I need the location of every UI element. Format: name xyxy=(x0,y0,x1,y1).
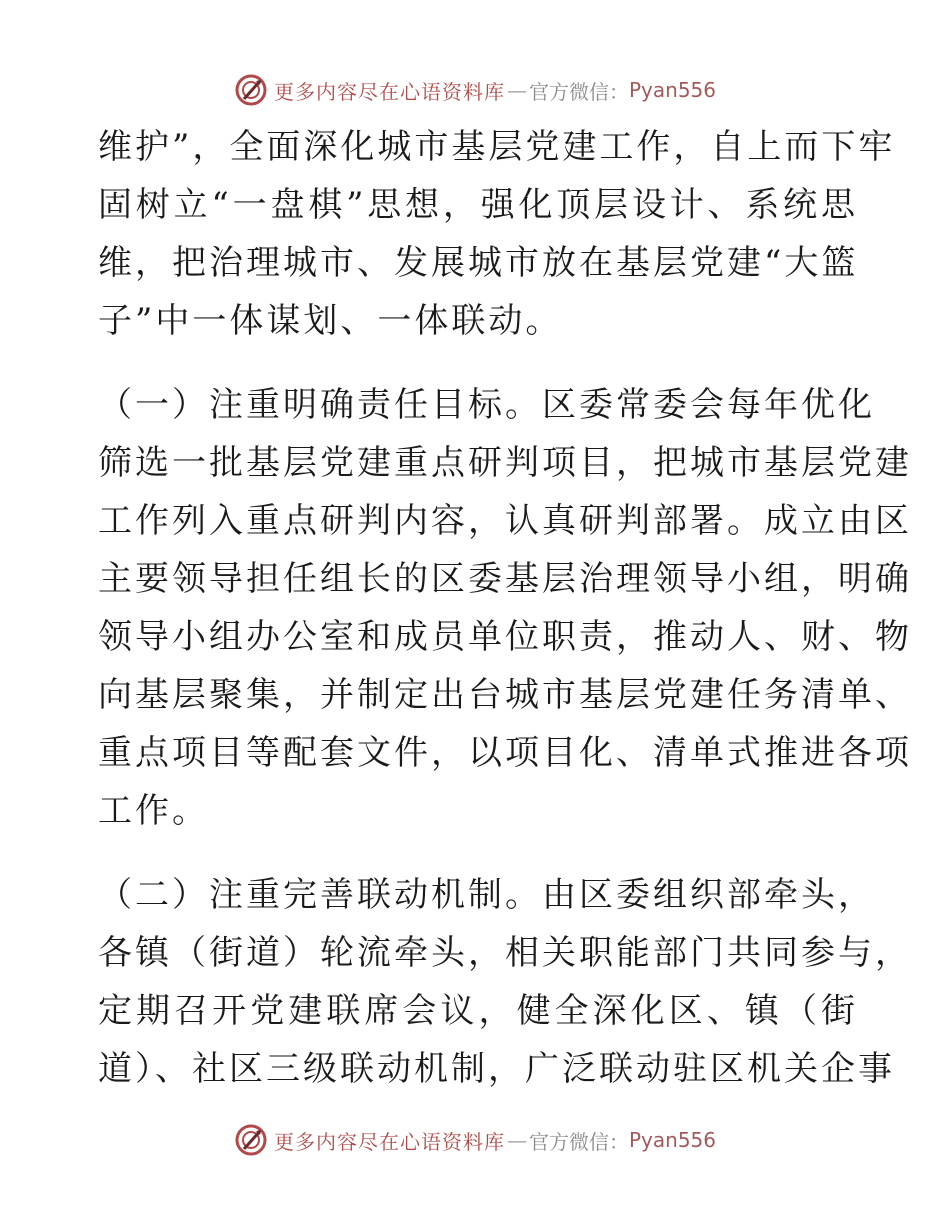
site-name: 更多内容尽在心语资料库 xyxy=(273,1129,505,1154)
wechat-label: 官方微信： xyxy=(528,1129,629,1154)
banner-separator: — xyxy=(506,1128,527,1152)
text-line: 道）、社区三级联动机制，广泛联动驻区机关企事 xyxy=(98,1049,895,1089)
text-line: 固树立“一盘棋”思想，强化顶层设计、系统思 xyxy=(98,185,858,225)
wechat-label: 官方微信： xyxy=(528,79,629,104)
text-line: 工作列入重点研判内容，认真研判部署。成立由区 xyxy=(98,501,912,541)
text-line: 主要领导担任组长的区委基层治理领导小组，明确 xyxy=(98,559,912,599)
text-line: 各镇（街道）轮流牵头，相关职能部门共同参与， xyxy=(98,933,912,973)
text-line: 向基层聚集，并制定出台城市基层党建任务清单、 xyxy=(98,675,912,715)
document-body xyxy=(98,118,912,1098)
wechat-id: Pyan556 xyxy=(628,1128,716,1152)
wechat-id: Pyan556 xyxy=(628,78,716,102)
seal-logo-icon xyxy=(234,73,268,107)
paragraph-section-2 xyxy=(98,866,912,1098)
site-name: 更多内容尽在心语资料库 xyxy=(273,79,505,104)
footer-banner xyxy=(0,1120,950,1160)
text-line: 维护”，全面深化城市基层党建工作，自上而下牢 xyxy=(98,127,896,167)
paragraph-section-1 xyxy=(98,376,912,840)
text-line: （一）注重明确责任目标。区委常委会每年优化 xyxy=(98,385,875,425)
text-line: 维，把治理城市、发展城市放在基层党建“大篮 xyxy=(98,243,859,283)
text-line: 筛选一批基层党建重点研判项目，把城市基层党建 xyxy=(98,443,912,483)
seal-logo-icon xyxy=(234,1123,268,1157)
text-line: 定期召开党建联席会议，健全深化区、镇（街 xyxy=(98,991,858,1031)
text-line: （二）注重完善联动机制。由区委组织部牵头， xyxy=(98,875,875,915)
paragraph-intro xyxy=(98,118,896,350)
header-banner xyxy=(0,70,950,110)
text-line: 领导小组办公室和成员单位职责，推动人、财、物 xyxy=(98,617,912,657)
banner-separator: — xyxy=(506,78,527,102)
text-line: 工作。 xyxy=(98,791,209,831)
text-line: 重点项目等配套文件，以项目化、清单式推进各项 xyxy=(98,733,912,773)
text-line: 子”中一体谋划、一体联动。 xyxy=(98,301,563,341)
